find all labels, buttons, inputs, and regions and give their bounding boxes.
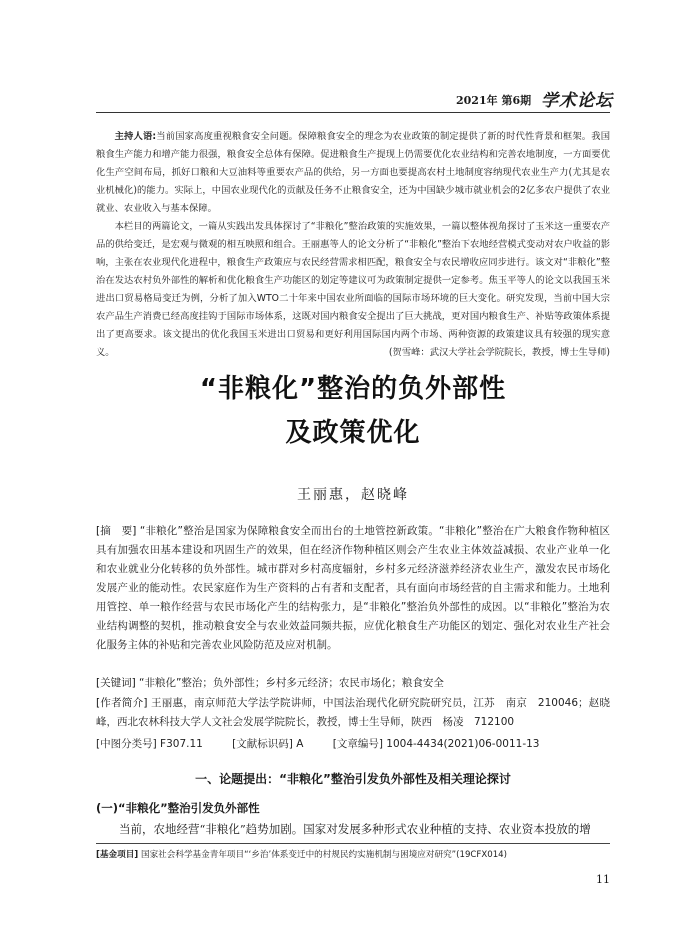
host-note-label: 主持人语: <box>114 131 157 142</box>
host-note <box>96 128 610 362</box>
host-note-text-1: 当前国家高度重视粮食安全问题。保障粮食安全的理念为农业政策的制定提供了新的时代性背景和框架。我国粮食生产能力和增产能力很强，粮食安全总体有保障。促进粮食生产提现上仍需要优化农业结构和完善农地制度，一方面要优化生产空间布局，抓好口粮和大豆油料等重要农产品的供给，另一方面也要提高农村土地制度容纳现代农业生产力(尤其是农业机械化)的能力。实际上，中国农业现代化的贡献及任务不止粮食安全，还为中国缺少城市就业机会的2亿多农户提供了农业就业、农业收入与基本保障。 <box>96 131 610 214</box>
keywords <box>96 674 610 693</box>
page-number: 11 <box>596 873 610 886</box>
host-note-paragraph-2: 本栏目的两篇论文，一篇从实践出发具体探讨了“非粮化”整治政策的实施效果，一篇以整体视角探讨了玉米这一重要农产品的供给变迁，是宏观与微观的相互映照和组合。王丽惠等人的论文分析了“非粮化”整治下农地经营模式变动对农户收益的影响，主张在农业现代化进程中，粮食生产政策应与农民经营需求相匹配，粮食安全与农民增收应同步进行。该文对“非粮化”整治在发达农村负外部性的解析和优化粮食生产功能区的划定等建议可为政策制定提供一定参考。焦玉平等人的论文以我国玉米进出口贸易格局变迁为例，分析了加入WTO二十年来中国农业所面临的国际市场环境的巨大变化。研究发现，当前中国大宗农产品生产消费已经高度挂钩于国际市场体系，这既对国内粮食安全提出了巨大挑战，更对国内粮食生产、补贴等政策体系提出了更高要求。该文提出的优化我国玉米进出口贸易和更好利用国际国内两个市场、两种资源的政策建议具有较强的现实意义。 <box>96 221 610 358</box>
article-number-label: [文章编号] <box>332 738 383 750</box>
article-title-line-2: 及政策优化 <box>285 418 421 448</box>
abstract-text: “非粮化”整治是国家为保障粮食安全而出台的土地管控新政策。“非粮化”整治在广大粮食作物种植区具有加强农田基本建设和巩固生产的效果，但在经济作物种植区则会产生农业主体效益减损、农业产业单一化和农业就业分化转移的负外部性。城市群对乡村高度辐射，乡村多元经济滋养经济农业生产，激发农民市场化发展产业的能动性。农民家庭作为生产资料的占有者和支配者，具有面向市场经营的自主需求和能力。土地利用管控、单一粮作经营与农民市场化产生的结构张力，是“非粮化”整治负外部性的成因。以“非粮化”整治为农业结构调整的契机，推动粮食安全与农业效益同频共振，应优化粮食生产功能区的划定、强化对农业生产社会化服务主体的补贴和完善农业风险防范及应对机制。 <box>96 525 611 651</box>
author-info-text: 王丽惠，南京师范大学法学院讲师，中国法治现代化研究院研究员，江苏 南京 210046；赵晓峰，西北农林科技大学人文社会发展学院院长，教授，博士生导师，陕西 杨凌 712100 <box>96 697 610 728</box>
clc <box>96 738 203 750</box>
author-names: 王丽惠，赵晓峰 <box>297 487 409 503</box>
author-info <box>96 694 610 732</box>
clc-label: [中图分类号] <box>96 738 157 750</box>
subsection-heading: (一)“非粮化”整治引发负外部性 <box>96 801 260 815</box>
journal-logo: 学术论坛 <box>541 91 613 111</box>
doc-code-value: A <box>296 738 304 750</box>
footnote-rule <box>96 843 610 844</box>
doc-code-label: [文献标识码] <box>232 738 293 750</box>
header-rule <box>96 112 610 113</box>
abstract <box>96 522 610 655</box>
article-title-line-1: “非粮化”整治的负外部性 <box>199 374 507 404</box>
doc-code <box>232 738 303 750</box>
issue-label: 2021年 第6期 <box>456 94 532 107</box>
keywords-label: [关键词] <box>96 677 136 689</box>
abstract-label: [摘 要] <box>96 525 137 537</box>
footnote-text: 国家社会科学基金青年项目“‘乡治’体系变迁中的村规民约实施机制与困境应对研究”(19CFX014) <box>140 850 507 860</box>
footnote-label: [基金项目] <box>96 850 139 860</box>
clc-value: F307.11 <box>160 738 203 750</box>
article-number-value: 1004-4434(2021)06-0011-13 <box>386 738 540 750</box>
body-paragraph: 当前，农地经营“非粮化”趋势加剧。国家对发展多种形式农业种植的支持、农业资本投放的增 <box>119 822 591 836</box>
author-info-label: [作者简介] <box>96 697 148 709</box>
host-note-signature: (贺雪峰：武汉大学社会学院院长，教授，博士生导师) <box>388 347 610 358</box>
classification-line <box>96 735 610 754</box>
funding-footnote <box>96 848 610 860</box>
section-heading: 一、论题提出：“非粮化”整治引发负外部性及相关理论探讨 <box>195 772 511 786</box>
host-note-paragraph-1 <box>96 128 610 218</box>
keywords-text: “非粮化”整治；负外部性；乡村多元经济；农民市场化；粮食安全 <box>139 677 444 689</box>
article-number <box>333 738 540 750</box>
